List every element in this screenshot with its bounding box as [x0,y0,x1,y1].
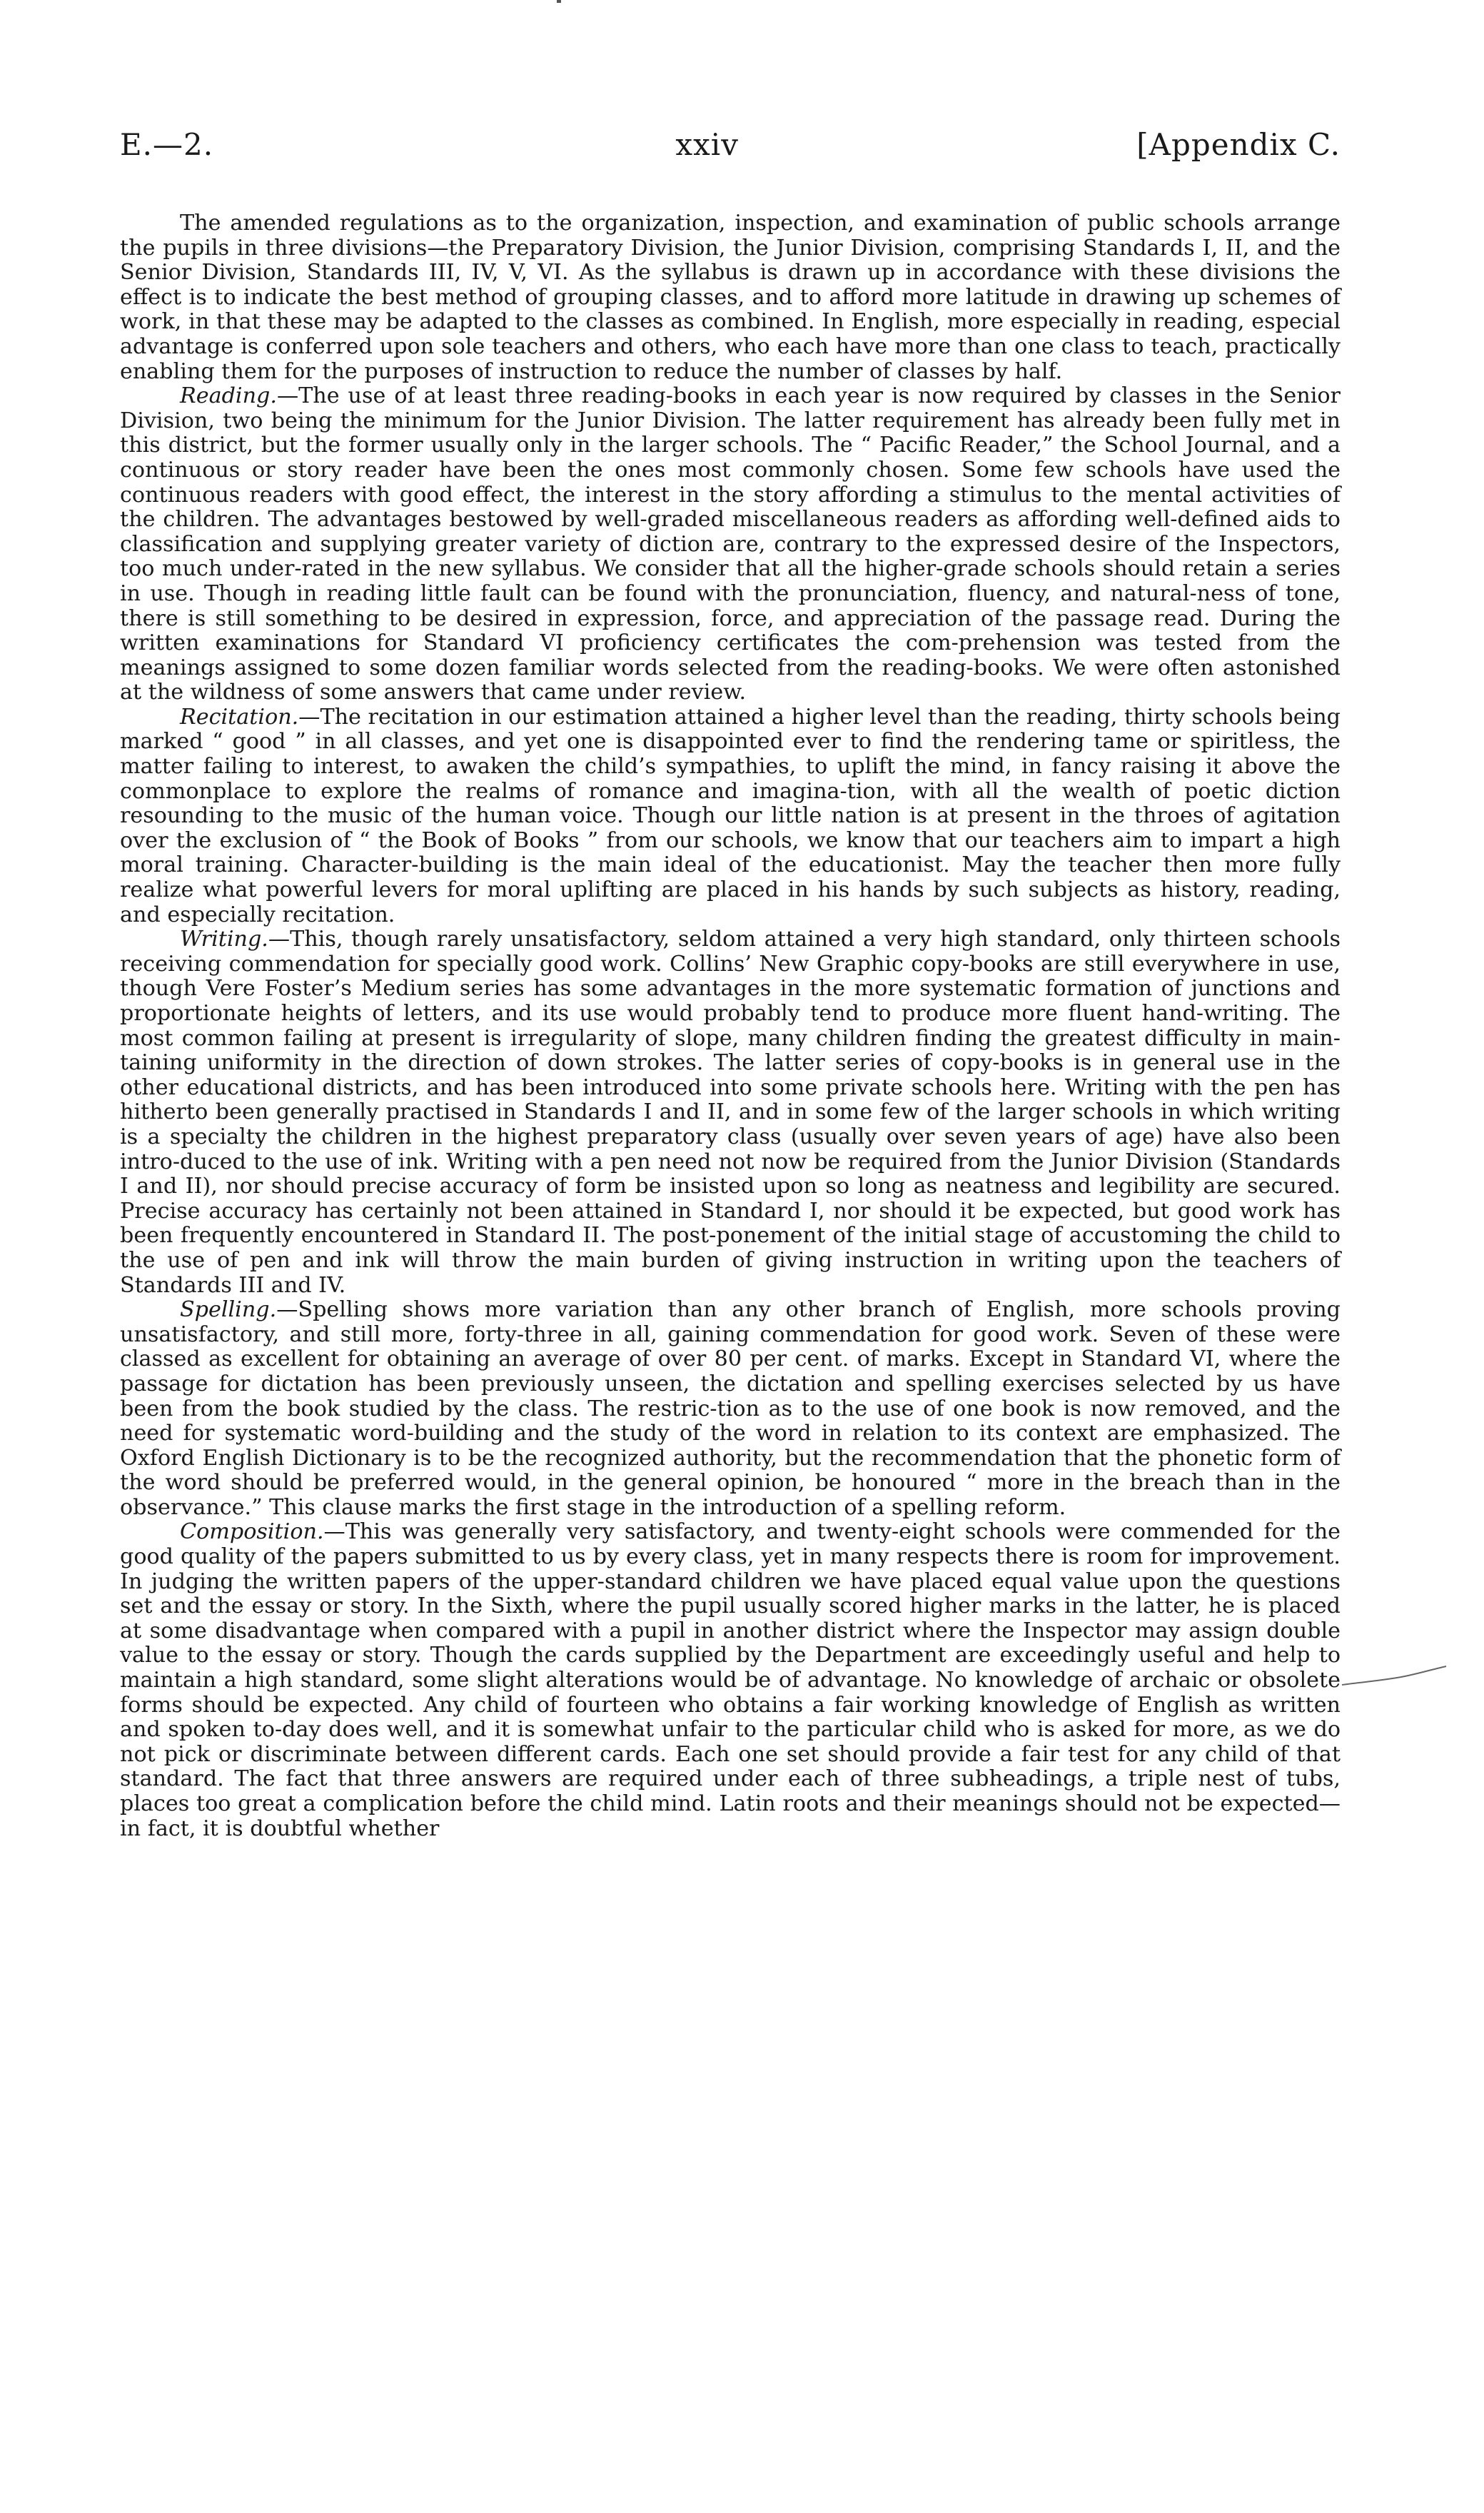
pencil-mark-icon [1341,1663,1448,1692]
page-header [120,127,1341,177]
paragraph-composition-text: —This was generally very satisfactory, and twenty-eight schools were commended for the good quality of the papers submitted to us by every class, yet in many respects there is room for improvement. In judging the written papers of the upper-standard children we have placed equal value upon the questions set and the essay or story. In the Sixth, where the pupil usually scored higher marks in the latter, he is placed at some disadvantage when compared with a pupil in another district where the Inspector may assign double value to the essay or story. Though the cards supplied by the Department are exceedingly useful and help to maintain a high standard, some slight alterations would be of advantage. No knowledge of archaic or obsolete forms should be expected. Any child of fourteen who obtains a fair working knowledge of English as written and spoken to-day does well, and it is somewhat unfair to the particular child who is asked for more, as we do not pick or discriminate between different cards. Each one set should provide a fair test for any child of that standard. The fact that three answers are required under each of three subheadings, a triple nest of tubs, places too great a complication before the child mind. Latin roots and their meanings should not be expected—in fact, it is doubtful whether [120,1519,1341,1841]
document-page [120,127,1341,1841]
paragraph-spelling-text: —Spelling shows more variation than any other branch of English, more schools proving unsatisfactory, and still more, forty-three in all, gaining commendation for good work. Seven of these were classed as excellent for obtaining an average of over 80 per cent. of marks. Except in Standard VI, where the passage for dictation has been previously unseen, the dictation and spelling exercises selected by us have been from the book studied by the class. The restric-tion as to the use of one book is now removed, and the need for systematic word-building and the study of the word in relation to its context are emphasized. The Oxford English Dictionary is to be the recognized authority, but the recommendation that the phonetic form of the word should be preferred would, in the general opinion, be honoured “ more in the breach than in the observance.” This clause marks the first stage in the introduction of a spelling reform. [120,1297,1341,1520]
paragraph-recitation [120,705,1341,927]
paragraph-reading [120,384,1341,705]
heading-composition: Composition. [180,1519,324,1545]
paragraph-intro [120,211,1341,384]
paragraph-composition [120,1520,1341,1841]
header-appendix-label: [Appendix C. [1136,127,1341,162]
heading-writing: Writing. [180,927,268,952]
heading-spelling: Spelling. [180,1297,277,1323]
body-text [120,211,1341,1841]
scan-speck [557,0,561,3]
paragraph-writing-text: —This, though rarely unsatisfactory, seldom attained a very high standard, only thirteen schools receiving commendation for specially good work. Collins’ New Graphic copy-books are still everywhere in use, though Vere Foster’s Medium series has some advantages in the more systematic formation of junctions and proportionate heights of letters, and its use would probably tend to produce more fluent hand-writing. The most common failing at present is irregularity of slope, many children finding the greatest difficulty in main-taining uniformity in the direction of down strokes. The latter series of copy-books is in general use in the other educational districts, and has been introduced into some private schools here. Writing with the pen has hitherto been generally practised in Standards I and II, and in some few of the larger schools in which writing is a specialty the children in the highest preparatory class (usually over seven years of age) have also been intro-duced to the use of ink. Writing with a pen need not now be required from the Junior Division (Standards I and II), nor should precise accuracy of form be insisted upon so long as neatness and legibility are secured. Precise accuracy has certainly not been attained in Standard I, nor should it be expected, but good work has been frequently encountered in Standard II. The post-ponement of the initial stage of accustoming the child to the use of pen and ink will throw the main burden of giving instruction in writing upon the teachers of Standards III and IV. [120,927,1341,1298]
header-report-code: E.—2. [120,127,214,162]
heading-reading: Reading. [180,383,277,409]
paragraph-reading-text: —The use of at least three reading-books in each year is now required by classes in the Senior Division, two being the minimum for the Junior Division. The latter requirement has already been fully met in this district, but the former usually only in the larger schools. The “ Pacific Reader,” the School Journal, and a continuous or story reader have been the ones most commonly chosen. Some few schools have used the continuous readers with good effect, the interest in the story affording a stimulus to the mental activities of the children. The advantages bestowed by well-graded miscellaneous readers as affording well-defined aids to classification and supplying greater variety of diction are, contrary to the expressed desire of the Inspectors, too much under-rated in the new syllabus. We consider that all the higher-grade schools should retain a series in use. Though in reading little fault can be found with the pronunciation, fluency, and natural-ness of tone, there is still something to be desired in expression, force, and appreciation of the passage read. During the written examinations for Standard VI proficiency certificates the com-prehension was tested from the meanings assigned to some dozen familiar words selected from the reading-books. We were often astonished at the wildness of some answers that came under review. [120,383,1341,705]
paragraph-spelling [120,1298,1341,1520]
paragraph-writing [120,927,1341,1298]
paragraph-recitation-text: —The recitation in our estimation attained a higher level than the reading, thirty schools being marked “ good ” in all classes, and yet one is disappointed ever to find the rendering tame or spiritless, the matter failing to interest, to awaken the child’s sympathies, to uplift the mind, in fancy raising it above the commonplace to explore the realms of romance and imagina-tion, with all the wealth of poetic diction resounding to the music of the human voice. Though our little nation is at present in the throes of agitation over the exclusion of “ the Book of Books ” from our schools, we know that our teachers aim to impart a high moral training. Character-building is the main ideal of the educationist. May the teacher then more fully realize what powerful levers for moral uplifting are placed in his hands by such subjects as history, reading, and especially recitation. [120,704,1341,927]
header-page-number: xxiv [675,127,739,162]
heading-recitation: Recitation. [180,704,299,730]
paragraph-intro-text: The amended regulations as to the organization, inspection, and examination of public schools arrange the pupils in three divisions—the Preparatory Division, the Junior Division, comprising Standards I, II, and the Senior Division, Standards III, IV, V, VI. As the syllabus is drawn up in accordance with these divisions the effect is to indicate the best method of grouping classes, and to afford more latitude in drawing up schemes of work, in that these may be adapted to the classes as combined. In English, more especially in reading, especial advantage is conferred upon sole teachers and others, who each have more than one class to teach, practically enabling them for the purposes of instruction to reduce the number of classes by half. [120,211,1341,384]
